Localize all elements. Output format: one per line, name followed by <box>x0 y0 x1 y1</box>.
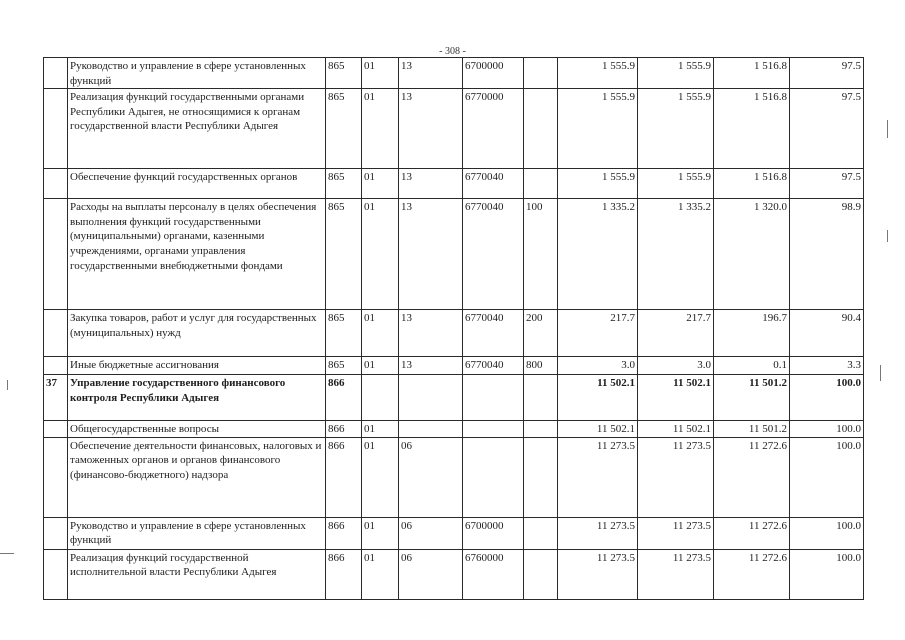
adjusted-amount-cell: 3.0 <box>638 357 714 375</box>
approved-amount-cell: 11 273.5 <box>558 549 638 599</box>
admin-code-cell: 865 <box>326 357 362 375</box>
table-row <box>44 310 864 357</box>
executed-amount-cell: 0.1 <box>714 357 790 375</box>
subsection-cell: 13 <box>399 310 463 357</box>
executed-amount-cell: 1 320.0 <box>714 199 790 310</box>
subsection-cell <box>399 375 463 421</box>
row-name-cell: Закупка товаров, работ и услуг для государственных (муниципальных) нужд <box>68 310 326 357</box>
row-number-cell <box>44 310 68 357</box>
admin-code-cell: 865 <box>326 89 362 169</box>
row-number-cell <box>44 357 68 375</box>
subsection-cell: 13 <box>399 89 463 169</box>
row-name-cell: Реализация функций государственными органами Республики Адыгея, не относящимися к органам государственной власти Республики Адыгея <box>68 89 326 169</box>
expense-type-cell <box>524 375 558 421</box>
approved-amount-cell: 1 555.9 <box>558 169 638 199</box>
row-name-cell: Руководство и управление в сфере установленных функций <box>68 58 326 89</box>
table-row <box>44 437 864 517</box>
execution-percent-cell: 90.4 <box>790 310 864 357</box>
subsection-cell: 06 <box>399 517 463 549</box>
executed-amount-cell: 1 516.8 <box>714 169 790 199</box>
budget-table <box>43 57 864 600</box>
admin-code-cell: 865 <box>326 310 362 357</box>
admin-code-cell: 866 <box>326 517 362 549</box>
target-article-cell: 6770040 <box>463 357 524 375</box>
table-row <box>44 357 864 375</box>
execution-percent-cell: 97.5 <box>790 169 864 199</box>
section-cell: 01 <box>362 437 399 517</box>
approved-amount-cell: 11 273.5 <box>558 517 638 549</box>
table-row <box>44 421 864 438</box>
subsection-cell: 13 <box>399 357 463 375</box>
row-name-cell: Руководство и управление в сфере установленных функций <box>68 517 326 549</box>
row-name-cell: Обеспечение деятельности финансовых, налоговых и таможенных органов и органов финансового (финансово-бюджетного) надзора <box>68 437 326 517</box>
adjusted-amount-cell: 1 555.9 <box>638 58 714 89</box>
admin-code-cell: 866 <box>326 549 362 599</box>
approved-amount-cell: 11 502.1 <box>558 375 638 421</box>
executed-amount-cell: 11 272.6 <box>714 517 790 549</box>
subsection-cell: 13 <box>399 169 463 199</box>
table-row <box>44 517 864 549</box>
expense-type-cell <box>524 89 558 169</box>
row-name-cell: Управление государственного финансового контроля Республики Адыгея <box>68 375 326 421</box>
row-number-cell: 37 <box>44 375 68 421</box>
subsection-cell <box>399 421 463 438</box>
adjusted-amount-cell: 217.7 <box>638 310 714 357</box>
executed-amount-cell: 11 272.6 <box>714 549 790 599</box>
target-article-cell <box>463 437 524 517</box>
target-article-cell <box>463 375 524 421</box>
scan-mark <box>887 230 888 242</box>
table-row <box>44 169 864 199</box>
row-number-cell <box>44 199 68 310</box>
target-article-cell: 6770000 <box>463 89 524 169</box>
section-cell: 01 <box>362 421 399 438</box>
adjusted-amount-cell: 1 555.9 <box>638 169 714 199</box>
table-body <box>44 58 864 600</box>
executed-amount-cell: 1 516.8 <box>714 89 790 169</box>
expense-type-cell <box>524 169 558 199</box>
section-cell: 01 <box>362 169 399 199</box>
executed-amount-cell: 1 516.8 <box>714 58 790 89</box>
expense-type-cell <box>524 549 558 599</box>
section-cell: 01 <box>362 58 399 89</box>
executed-amount-cell: 11 501.2 <box>714 421 790 438</box>
approved-amount-cell: 1 555.9 <box>558 89 638 169</box>
execution-percent-cell: 98.9 <box>790 199 864 310</box>
table-row <box>44 58 864 89</box>
expense-type-cell <box>524 58 558 89</box>
table-row <box>44 199 864 310</box>
expense-type-cell: 800 <box>524 357 558 375</box>
execution-percent-cell: 100.0 <box>790 421 864 438</box>
expense-type-cell <box>524 517 558 549</box>
row-number-cell <box>44 437 68 517</box>
adjusted-amount-cell: 1 335.2 <box>638 199 714 310</box>
admin-code-cell: 866 <box>326 437 362 517</box>
row-name-cell: Общегосударственные вопросы <box>68 421 326 438</box>
target-article-cell <box>463 421 524 438</box>
adjusted-amount-cell: 11 273.5 <box>638 517 714 549</box>
expense-type-cell <box>524 421 558 438</box>
target-article-cell: 6770040 <box>463 310 524 357</box>
executed-amount-cell: 11 272.6 <box>714 437 790 517</box>
approved-amount-cell: 11 273.5 <box>558 437 638 517</box>
executed-amount-cell: 196.7 <box>714 310 790 357</box>
expense-type-cell: 100 <box>524 199 558 310</box>
row-number-cell <box>44 421 68 438</box>
adjusted-amount-cell: 11 273.5 <box>638 549 714 599</box>
approved-amount-cell: 1 555.9 <box>558 58 638 89</box>
adjusted-amount-cell: 11 502.1 <box>638 375 714 421</box>
row-number-cell <box>44 58 68 89</box>
admin-code-cell: 866 <box>326 375 362 421</box>
section-cell: 01 <box>362 357 399 375</box>
execution-percent-cell: 3.3 <box>790 357 864 375</box>
scan-mark <box>0 553 14 554</box>
row-name-cell: Реализация функций государственной исполнительной власти Республики Адыгея <box>68 549 326 599</box>
execution-percent-cell: 100.0 <box>790 437 864 517</box>
table-row <box>44 375 864 421</box>
table-row <box>44 549 864 599</box>
page-number: - 308 - <box>439 46 466 57</box>
expense-type-cell <box>524 437 558 517</box>
execution-percent-cell: 100.0 <box>790 549 864 599</box>
approved-amount-cell: 11 502.1 <box>558 421 638 438</box>
section-cell: 01 <box>362 549 399 599</box>
subsection-cell: 13 <box>399 199 463 310</box>
section-cell: 01 <box>362 199 399 310</box>
target-article-cell: 6760000 <box>463 549 524 599</box>
target-article-cell: 6700000 <box>463 517 524 549</box>
scan-mark <box>887 120 888 138</box>
admin-code-cell: 865 <box>326 169 362 199</box>
row-name-cell: Иные бюджетные ассигнования <box>68 357 326 375</box>
section-cell: 01 <box>362 310 399 357</box>
target-article-cell: 6700000 <box>463 58 524 89</box>
adjusted-amount-cell: 11 273.5 <box>638 437 714 517</box>
admin-code-cell: 865 <box>326 199 362 310</box>
adjusted-amount-cell: 11 502.1 <box>638 421 714 438</box>
row-number-cell <box>44 169 68 199</box>
section-cell <box>362 375 399 421</box>
section-cell: 01 <box>362 517 399 549</box>
execution-percent-cell: 97.5 <box>790 58 864 89</box>
executed-amount-cell: 11 501.2 <box>714 375 790 421</box>
approved-amount-cell: 217.7 <box>558 310 638 357</box>
subsection-cell: 13 <box>399 58 463 89</box>
row-number-cell <box>44 517 68 549</box>
section-cell: 01 <box>362 89 399 169</box>
execution-percent-cell: 100.0 <box>790 375 864 421</box>
scan-mark <box>7 380 8 390</box>
scan-mark <box>880 365 881 381</box>
execution-percent-cell: 100.0 <box>790 517 864 549</box>
target-article-cell: 6770040 <box>463 199 524 310</box>
expense-type-cell: 200 <box>524 310 558 357</box>
subsection-cell: 06 <box>399 549 463 599</box>
row-number-cell <box>44 549 68 599</box>
row-name-cell: Расходы на выплаты персоналу в целях обеспечения выполнения функций государственными (муниципальными) органами, казенными учреждениями, органами управления государственными внебюджетными фондами <box>68 199 326 310</box>
execution-percent-cell: 97.5 <box>790 89 864 169</box>
table-row <box>44 89 864 169</box>
row-number-cell <box>44 89 68 169</box>
row-name-cell: Обеспечение функций государственных органов <box>68 169 326 199</box>
admin-code-cell: 865 <box>326 58 362 89</box>
subsection-cell: 06 <box>399 437 463 517</box>
approved-amount-cell: 3.0 <box>558 357 638 375</box>
adjusted-amount-cell: 1 555.9 <box>638 89 714 169</box>
admin-code-cell: 866 <box>326 421 362 438</box>
approved-amount-cell: 1 335.2 <box>558 199 638 310</box>
target-article-cell: 6770040 <box>463 169 524 199</box>
